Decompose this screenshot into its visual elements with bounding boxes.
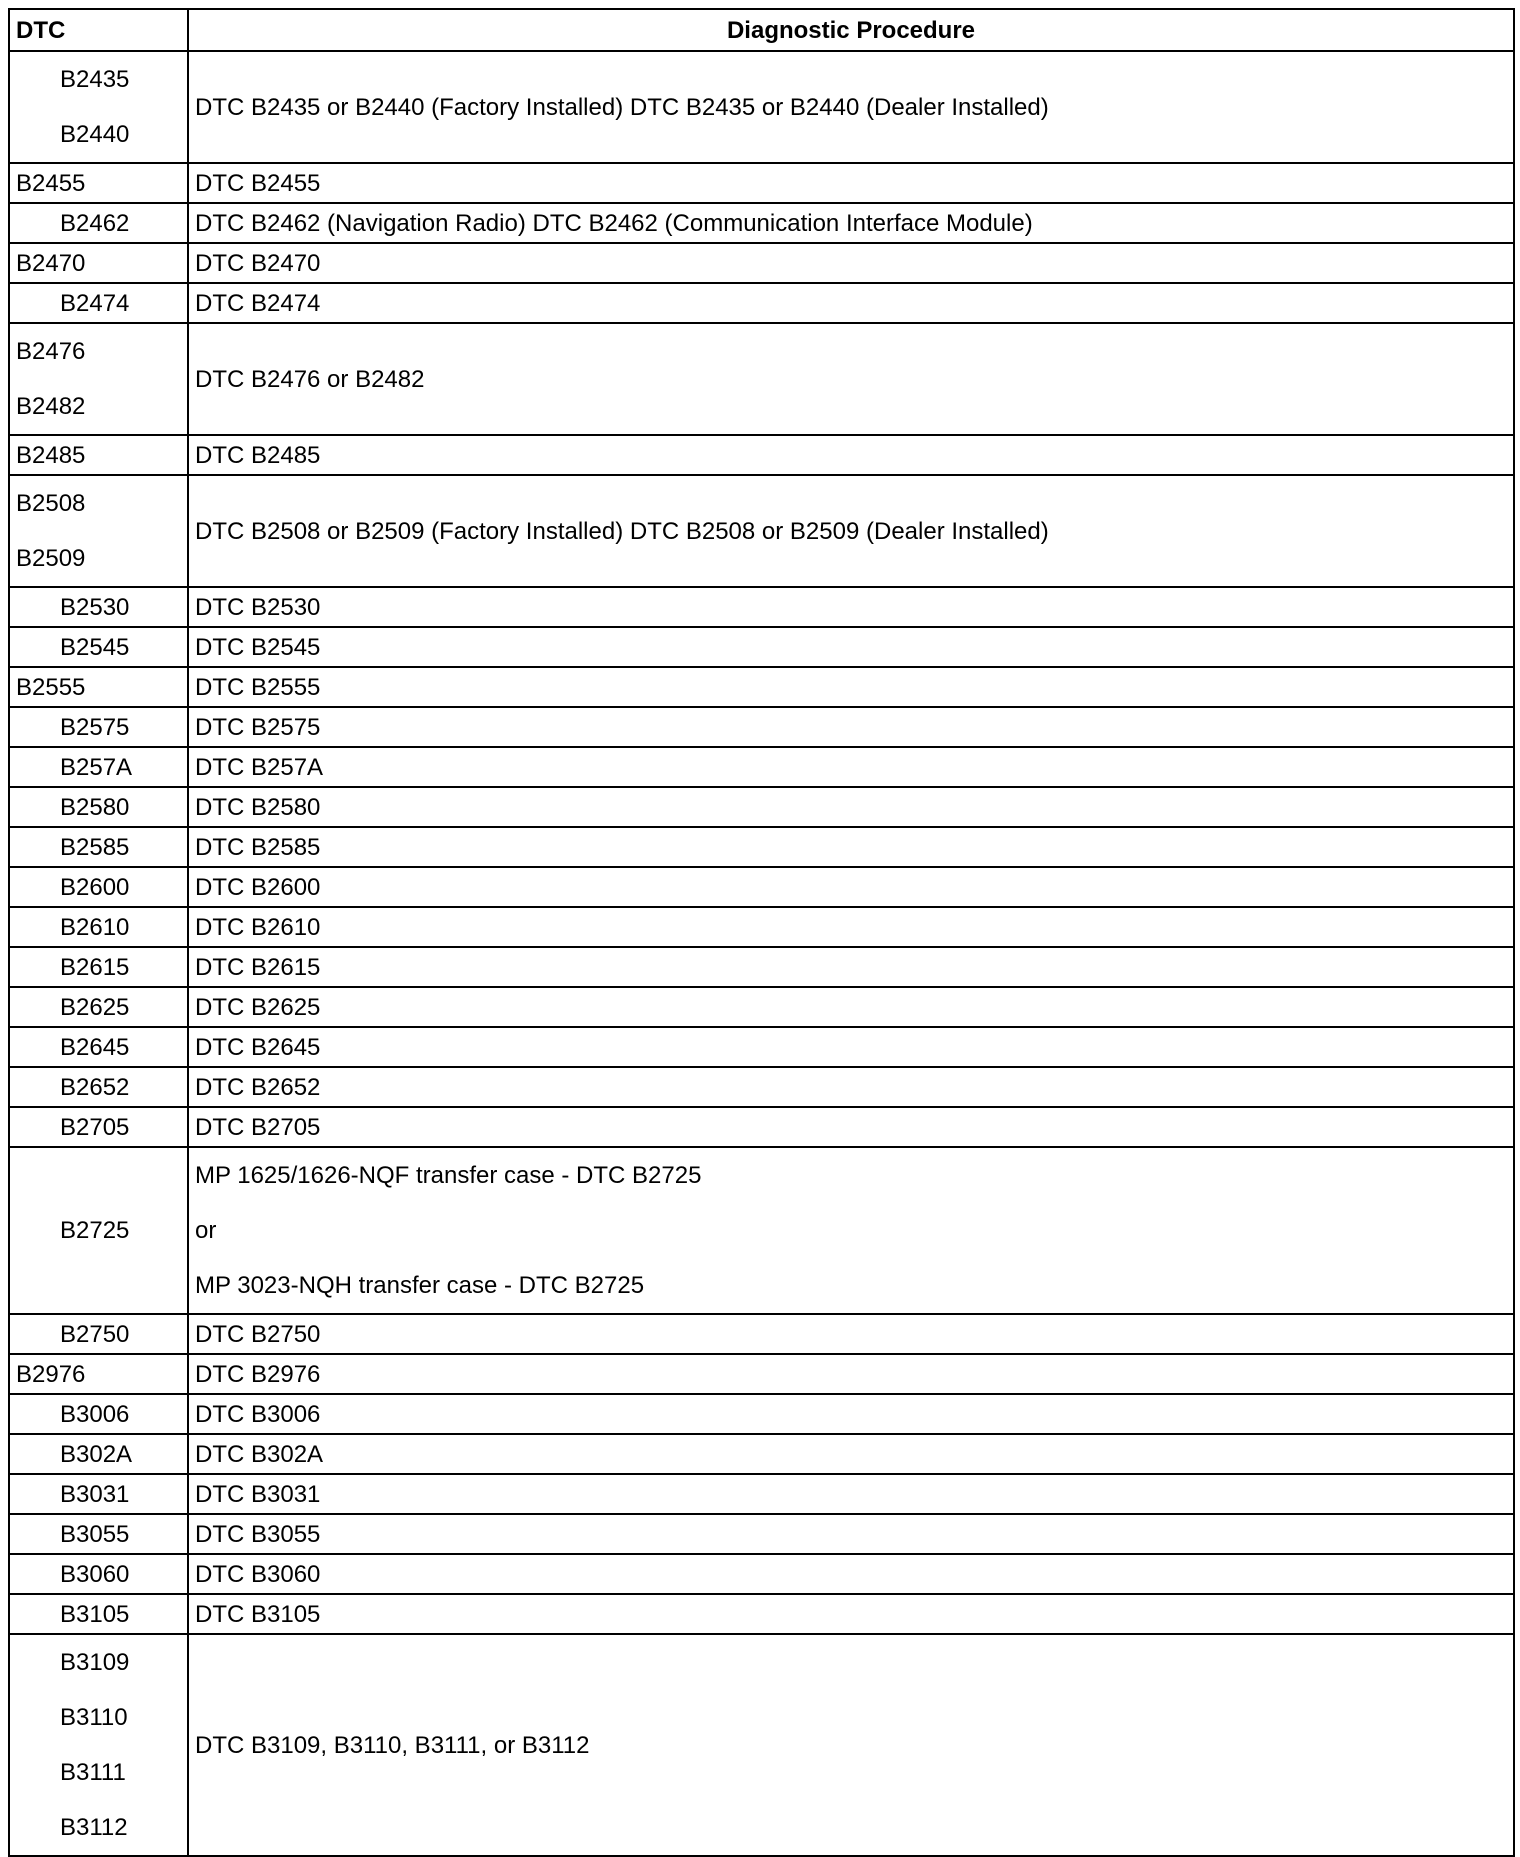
diagnostic-procedure-text: DTC B2485 <box>195 441 321 469</box>
dtc-code: B2585 <box>60 833 130 861</box>
dtc-code: B2470 <box>16 249 86 277</box>
table-row <box>9 1067 1514 1107</box>
dtc-code-cell <box>9 747 188 787</box>
dtc-code-cell <box>9 1107 188 1147</box>
diagnostic-procedure-cell <box>188 867 1514 907</box>
diagnostic-procedure-text: or <box>195 1217 217 1244</box>
diagnostic-procedure-cell <box>188 243 1514 283</box>
column-header-procedure: Diagnostic Procedure <box>188 9 1514 51</box>
dtc-code: B3060 <box>60 1560 130 1588</box>
diagnostic-procedure-cell <box>188 1634 1514 1856</box>
dtc-code: B3031 <box>60 1480 130 1508</box>
dtc-code-cell <box>9 707 188 747</box>
table-row <box>9 907 1514 947</box>
table-row <box>9 787 1514 827</box>
diagnostic-procedure-text: DTC B2976 <box>195 1360 321 1388</box>
dtc-code-cell <box>9 323 188 435</box>
dtc-code: B2545 <box>60 633 130 661</box>
diagnostic-procedure-cell <box>188 827 1514 867</box>
table-row <box>9 747 1514 787</box>
dtc-code-cell <box>9 1147 188 1314</box>
dtc-code: B2476 <box>16 338 86 365</box>
diagnostic-procedure-text: DTC B2610 <box>195 913 321 941</box>
table-row <box>9 1354 1514 1394</box>
dtc-code: B2652 <box>60 1073 130 1101</box>
table-row <box>9 667 1514 707</box>
dtc-code: B3105 <box>60 1600 130 1628</box>
dtc-code: B3006 <box>60 1400 130 1428</box>
dtc-code: B2750 <box>60 1320 130 1348</box>
table-row <box>9 1434 1514 1474</box>
diagnostic-procedure-text: DTC B2645 <box>195 1033 321 1061</box>
diagnostic-procedure-cell <box>188 1147 1514 1314</box>
diagnostic-procedure-text: DTC B2476 or B2482 <box>195 365 425 393</box>
diagnostic-procedure-text: DTC B3105 <box>195 1600 321 1628</box>
diagnostic-procedure-cell <box>188 1514 1514 1554</box>
dtc-code: B2725 <box>60 1217 130 1244</box>
dtc-code-cell <box>9 203 188 243</box>
table-row <box>9 627 1514 667</box>
dtc-code-cell <box>9 283 188 323</box>
diagnostic-procedure-text: DTC B2575 <box>195 713 321 741</box>
dtc-code-cell <box>9 627 188 667</box>
diagnostic-procedure-cell <box>188 435 1514 475</box>
table-row <box>9 283 1514 323</box>
dtc-code-cell <box>9 1434 188 1474</box>
dtc-code: B3109 <box>60 1649 130 1676</box>
diagnostic-procedure-text: DTC B2455 <box>195 169 321 197</box>
dtc-code: B2615 <box>60 953 130 981</box>
diagnostic-procedure-cell <box>188 1554 1514 1594</box>
dtc-code: B2705 <box>60 1113 130 1141</box>
dtc-code: B2474 <box>60 289 130 317</box>
dtc-code: B2508 <box>16 490 86 517</box>
diagnostic-procedure-text: MP 1625/1626-NQF transfer case - DTC B2725 <box>195 1162 702 1189</box>
diagnostic-procedure-cell <box>188 283 1514 323</box>
diagnostic-procedure-text: DTC B2580 <box>195 793 321 821</box>
dtc-code-cell <box>9 163 188 203</box>
dtc-code-cell <box>9 1554 188 1594</box>
dtc-code-cell <box>9 1067 188 1107</box>
table-body <box>9 51 1514 1856</box>
dtc-code-cell <box>9 243 188 283</box>
diagnostic-procedure-cell <box>188 1027 1514 1067</box>
dtc-code: B257A <box>60 753 133 781</box>
dtc-code-cell <box>9 667 188 707</box>
dtc-code-cell <box>9 1314 188 1354</box>
diagnostic-procedure-cell <box>188 323 1514 435</box>
diagnostic-procedure-text: MP 3023-NQH transfer case - DTC B2725 <box>195 1272 645 1299</box>
diagnostic-procedure-cell <box>188 1394 1514 1434</box>
dtc-code-cell <box>9 1474 188 1514</box>
diagnostic-procedure-text: DTC B2750 <box>195 1320 321 1348</box>
diagnostic-procedure-text: DTC B2555 <box>195 673 321 701</box>
diagnostic-procedure-cell <box>188 51 1514 163</box>
dtc-code-cell <box>9 435 188 475</box>
diagnostic-procedure-text: DTC B3109, B3110, B3111, or B3112 <box>195 1731 590 1759</box>
table-row <box>9 707 1514 747</box>
dtc-code: B3111 <box>60 1759 126 1786</box>
table-row <box>9 1107 1514 1147</box>
table-row <box>9 947 1514 987</box>
diagnostic-procedure-text: DTC B2705 <box>195 1113 321 1141</box>
diagnostic-procedure-text: DTC B2530 <box>195 593 321 621</box>
diagnostic-procedure-cell <box>188 667 1514 707</box>
table-row <box>9 1474 1514 1514</box>
diagnostic-procedure-cell <box>188 587 1514 627</box>
table-row <box>9 827 1514 867</box>
diagnostic-procedure-text: DTC B2545 <box>195 633 321 661</box>
table-row <box>9 243 1514 283</box>
diagnostic-procedure-text: DTC B2470 <box>195 249 321 277</box>
dtc-code-cell <box>9 1634 188 1856</box>
dtc-code-cell <box>9 587 188 627</box>
dtc-code-cell <box>9 51 188 163</box>
diagnostic-procedure-text: DTC B2652 <box>195 1073 321 1101</box>
dtc-code: B2440 <box>60 121 130 148</box>
dtc-code-cell <box>9 475 188 587</box>
dtc-code: B2600 <box>60 873 130 901</box>
table-row <box>9 1514 1514 1554</box>
diagnostic-procedure-text: DTC B3055 <box>195 1520 321 1548</box>
dtc-code: B3055 <box>60 1520 130 1548</box>
table-row <box>9 1634 1514 1856</box>
diagnostic-procedure-cell <box>188 947 1514 987</box>
dtc-code: B2509 <box>16 545 86 572</box>
dtc-code: B3110 <box>60 1704 128 1731</box>
dtc-code: B2580 <box>60 793 130 821</box>
dtc-code: B2555 <box>16 673 86 701</box>
table-row <box>9 203 1514 243</box>
dtc-code-cell <box>9 1027 188 1067</box>
diagnostic-procedure-cell <box>188 1107 1514 1147</box>
dtc-code: B2530 <box>60 593 130 621</box>
diagnostic-procedure-text: DTC B2625 <box>195 993 321 1021</box>
table-row <box>9 1027 1514 1067</box>
diagnostic-procedure-cell <box>188 163 1514 203</box>
dtc-code-cell <box>9 1394 188 1434</box>
dtc-code-cell <box>9 1594 188 1634</box>
column-header-dtc: DTC <box>9 9 188 51</box>
dtc-table <box>8 8 1515 1857</box>
diagnostic-procedure-cell <box>188 1354 1514 1394</box>
diagnostic-procedure-cell <box>188 787 1514 827</box>
diagnostic-procedure-text: DTC B2600 <box>195 873 321 901</box>
dtc-code-cell <box>9 787 188 827</box>
dtc-code-cell <box>9 827 188 867</box>
table-row <box>9 475 1514 587</box>
dtc-code: B302A <box>60 1440 133 1468</box>
dtc-code: B3112 <box>60 1814 128 1841</box>
diagnostic-procedure-text: DTC B2474 <box>195 289 321 317</box>
diagnostic-procedure-text: DTC B2615 <box>195 953 321 981</box>
diagnostic-procedure-text: DTC B2462 (Navigation Radio) DTC B2462 (Communication Interface Module) <box>195 209 1033 237</box>
dtc-code-cell <box>9 1514 188 1554</box>
table-row <box>9 1554 1514 1594</box>
table-row <box>9 587 1514 627</box>
table-row <box>9 163 1514 203</box>
dtc-code: B2455 <box>16 169 86 197</box>
diagnostic-procedure-cell <box>188 627 1514 667</box>
diagnostic-procedure-cell <box>188 707 1514 747</box>
dtc-code-cell <box>9 947 188 987</box>
dtc-code: B2610 <box>60 913 130 941</box>
diagnostic-procedure-text: DTC B302A <box>195 1440 324 1468</box>
table-row <box>9 51 1514 163</box>
diagnostic-procedure-text: DTC B257A <box>195 753 324 781</box>
dtc-code-cell <box>9 867 188 907</box>
diagnostic-procedure-cell <box>188 1594 1514 1634</box>
table-row <box>9 1147 1514 1314</box>
diagnostic-procedure-cell <box>188 747 1514 787</box>
table-header-row <box>9 9 1514 51</box>
diagnostic-procedure-text: DTC B2435 or B2440 (Factory Installed) DTC B2435 or B2440 (Dealer Installed) <box>195 93 1049 121</box>
table-row <box>9 435 1514 475</box>
diagnostic-procedure-text: DTC B2508 or B2509 (Factory Installed) DTC B2508 or B2509 (Dealer Installed) <box>195 517 1049 545</box>
diagnostic-procedure-text: DTC B2585 <box>195 833 321 861</box>
dtc-code-cell <box>9 907 188 947</box>
dtc-code: B2645 <box>60 1033 130 1061</box>
diagnostic-procedure-cell <box>188 987 1514 1027</box>
table-row <box>9 1314 1514 1354</box>
diagnostic-procedure-cell <box>188 203 1514 243</box>
table-row <box>9 867 1514 907</box>
diagnostic-procedure-text: DTC B3031 <box>195 1480 321 1508</box>
table-row <box>9 323 1514 435</box>
diagnostic-procedure-cell <box>188 907 1514 947</box>
table-row <box>9 1594 1514 1634</box>
dtc-code: B2976 <box>16 1360 86 1388</box>
diagnostic-procedure-text: DTC B3060 <box>195 1560 321 1588</box>
dtc-code: B2485 <box>16 441 86 469</box>
dtc-code-cell <box>9 1354 188 1394</box>
diagnostic-procedure-cell <box>188 1067 1514 1107</box>
diagnostic-procedure-cell <box>188 1314 1514 1354</box>
dtc-code: B2625 <box>60 993 130 1021</box>
table-row <box>9 1394 1514 1434</box>
dtc-code: B2482 <box>16 393 86 420</box>
dtc-code: B2462 <box>60 209 130 237</box>
diagnostic-procedure-cell <box>188 1474 1514 1514</box>
diagnostic-procedure-cell <box>188 1434 1514 1474</box>
diagnostic-procedure-cell <box>188 475 1514 587</box>
dtc-code-cell <box>9 987 188 1027</box>
dtc-code: B2435 <box>60 66 130 93</box>
dtc-code: B2575 <box>60 713 130 741</box>
diagnostic-procedure-text: DTC B3006 <box>195 1400 321 1428</box>
table-row <box>9 987 1514 1027</box>
